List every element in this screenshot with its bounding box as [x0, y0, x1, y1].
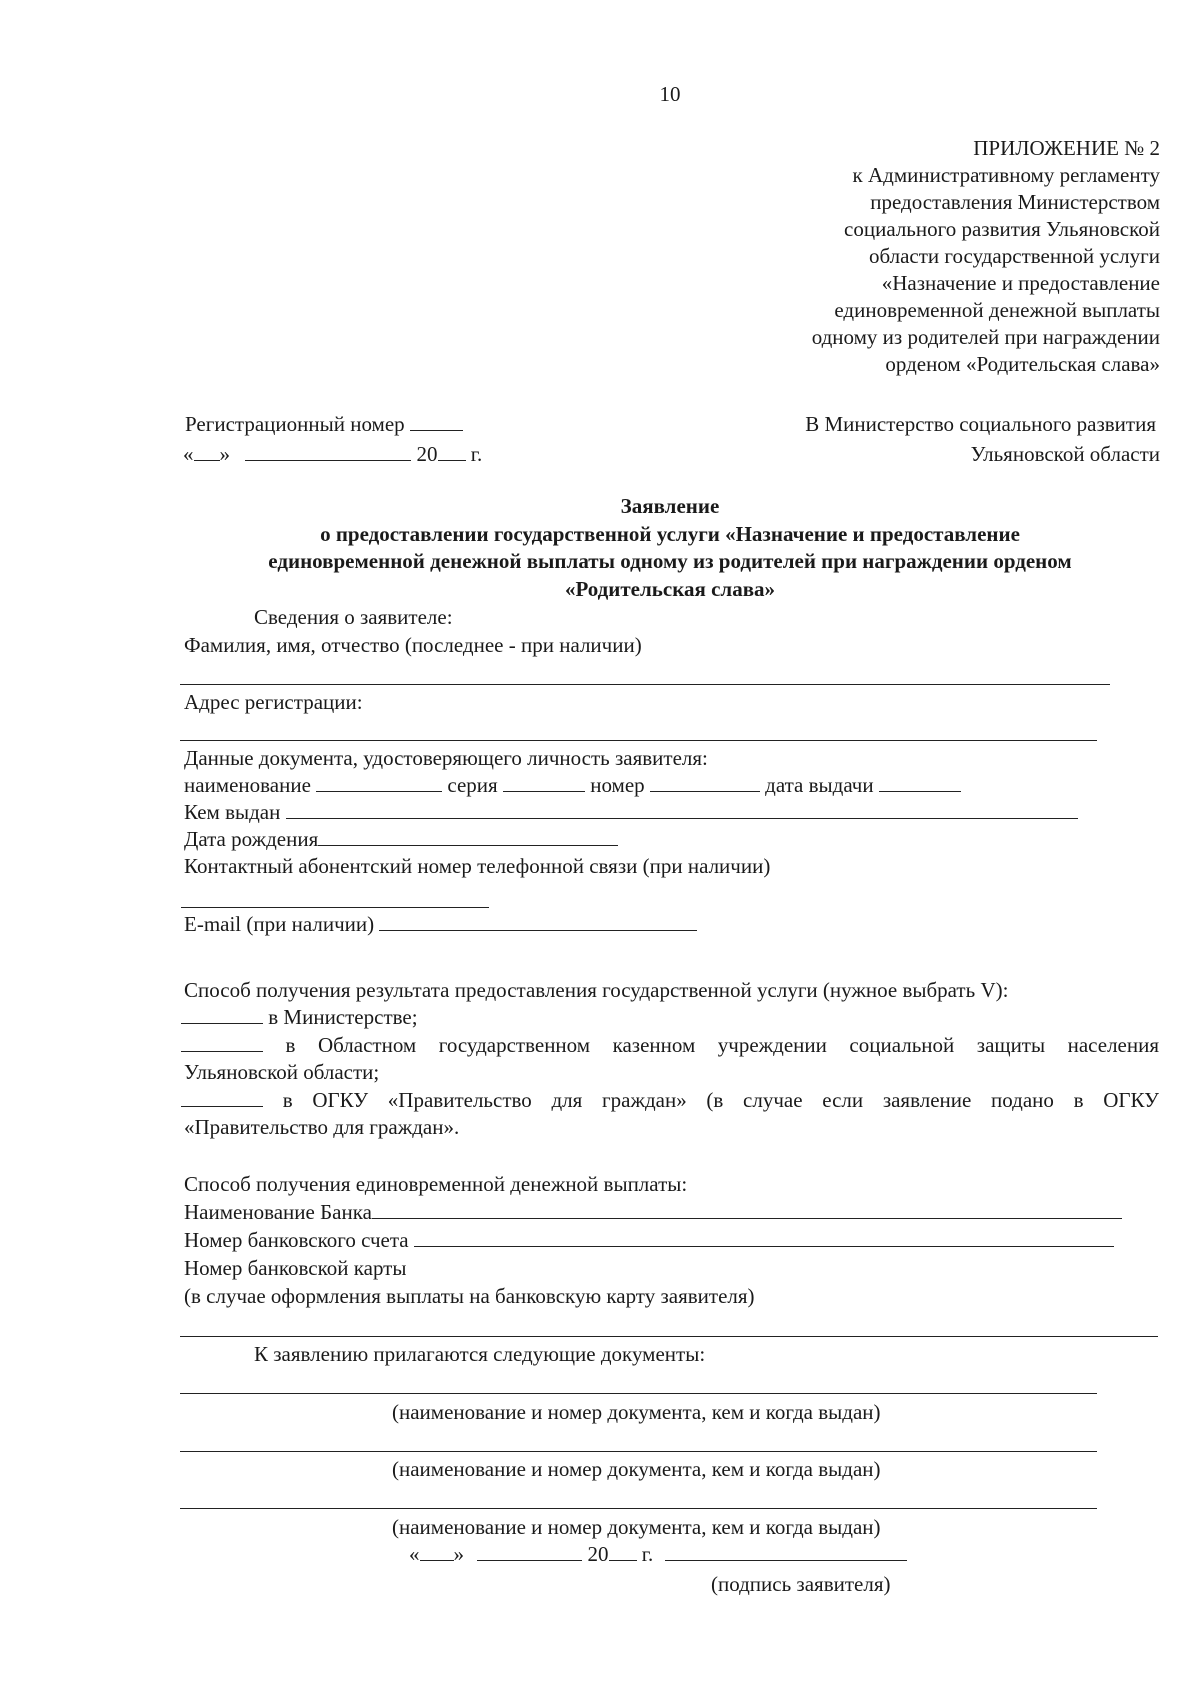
result-option-ogku-social-cont: Ульяновской области; [184, 1060, 380, 1084]
result-option-ogku-social-label: в Областном государственном казенном учреждении социальной защиты населения [285, 1033, 1160, 1057]
registration-date [183, 440, 482, 468]
phone-label: Контактный абонентский номер телефонной связи (при наличии) [184, 854, 771, 878]
email-field[interactable] [379, 912, 697, 931]
email-label: E-mail (при наличии) [184, 912, 375, 936]
account-row [184, 1226, 1114, 1254]
appendix-line: предоставления Министерством [870, 190, 1160, 214]
phone-field[interactable] [181, 907, 489, 908]
bank-name-row [184, 1198, 1122, 1226]
heading-line: «Родительская слава» [564, 577, 776, 601]
year-suffix: г. [470, 442, 483, 466]
date-open-quote: « [183, 442, 194, 466]
sig-date-close-quote: » [453, 1542, 464, 1566]
signature-row [409, 1540, 907, 1568]
registration-number-label: Регистрационный номер [185, 412, 405, 436]
issued-by-field[interactable] [286, 800, 1078, 819]
id-doc-label: Данные документа, удостоверяющего личность заявителя: [184, 746, 708, 770]
payment-label: Способ получения единовременной денежной выплаты: [184, 1172, 688, 1196]
year-prefix: 20 [416, 442, 438, 466]
result-option-gov-citizens-label: в ОГКУ «Правительство для граждан» (в случае если заявление подано в ОГКУ [282, 1088, 1160, 1112]
result-option-gov-citizens [181, 1086, 1159, 1114]
result-option-gov-citizens-checkbox[interactable] [181, 1088, 263, 1107]
issued-by-row [184, 798, 1078, 826]
registration-number [185, 410, 463, 438]
doc-number-label: номер [590, 773, 645, 797]
card-note: (в случае оформления выплаты на банковскую карту заявителя) [184, 1284, 755, 1308]
doc-name-label: наименование [184, 773, 311, 797]
sig-year-field[interactable] [609, 1542, 637, 1561]
appendix-line: «Назначение и предоставление [881, 271, 1160, 295]
date-close-quote: » [219, 442, 230, 466]
page-number: 10 [659, 82, 681, 106]
bank-name-label: Наименование Банка [184, 1200, 372, 1224]
result-option-ministry-checkbox[interactable] [181, 1005, 263, 1024]
appendix-title: ПРИЛОЖЕНИЕ № 2 [973, 136, 1160, 160]
heading-line: единовременной денежной выплаты одному из родителей при награждении орденом [268, 549, 1072, 573]
doc-series-field[interactable] [503, 773, 585, 792]
attachment-field-3[interactable] [180, 1508, 1097, 1509]
heading-line: о предоставлении государственной услуги «Назначение и предоставление [320, 522, 1020, 546]
result-option-ministry-label: в Министерстве; [268, 1005, 418, 1029]
addressee-line2: Ульяновской области [970, 442, 1160, 466]
attachment-field-2[interactable] [180, 1451, 1097, 1452]
doc-issue-date-label: дата выдачи [765, 773, 874, 797]
result-option-gov-citizens-cont: «Правительство для граждан». [184, 1115, 460, 1139]
attachment-field-1[interactable] [180, 1393, 1097, 1394]
birth-date-label: Дата рождения [184, 827, 319, 851]
signature-caption: (подпись заявителя) [711, 1572, 891, 1596]
heading-title: Заявление [620, 494, 720, 518]
doc-series-label: серия [447, 773, 498, 797]
attachment-caption-1: (наименование и номер документа, кем и когда выдан) [392, 1400, 881, 1424]
result-option-ogku-social [181, 1031, 1159, 1059]
card-label: Номер банковской карты [184, 1256, 407, 1280]
registration-number-field[interactable] [410, 412, 463, 431]
birth-date-row [184, 825, 618, 853]
sig-date-open-quote: « [409, 1542, 420, 1566]
doc-number-field[interactable] [650, 773, 760, 792]
result-option-ministry [181, 1003, 418, 1031]
appendix-line: орденом «Родительская слава» [885, 352, 1160, 376]
sig-day-field[interactable] [420, 1542, 454, 1561]
id-doc-row [184, 771, 961, 799]
registration-year-field[interactable] [438, 442, 466, 461]
attachment-caption-2: (наименование и номер документа, кем и когда выдан) [392, 1457, 881, 1481]
applicant-section-label: Сведения о заявителе: [254, 605, 453, 629]
appendix-line: одному из родителей при награждении [811, 325, 1160, 349]
appendix-line: единовременной денежной выплаты [834, 298, 1160, 322]
card-field[interactable] [180, 1336, 1158, 1337]
birth-date-field[interactable] [318, 827, 618, 846]
sig-year-suffix: г. [641, 1542, 654, 1566]
registration-day-field[interactable] [194, 442, 220, 461]
address-label: Адрес регистрации: [184, 690, 363, 714]
result-option-ogku-social-checkbox[interactable] [181, 1033, 263, 1052]
appendix-line: к Административному регламенту [852, 163, 1160, 187]
address-field[interactable] [180, 740, 1097, 741]
fio-field[interactable] [180, 684, 1110, 685]
account-label: Номер банковского счета [184, 1228, 409, 1252]
bank-name-field[interactable] [372, 1200, 1122, 1219]
account-field[interactable] [414, 1228, 1114, 1247]
doc-issue-date-field[interactable] [879, 773, 961, 792]
attachments-label: К заявлению прилагаются следующие документы: [254, 1342, 706, 1366]
doc-name-field[interactable] [316, 773, 442, 792]
signature-field[interactable] [665, 1542, 907, 1561]
attachment-caption-3: (наименование и номер документа, кем и когда выдан) [392, 1515, 881, 1539]
addressee-line1: В Министерство социального развития [805, 412, 1156, 436]
appendix-line: социального развития Ульяновской [844, 217, 1160, 241]
registration-month-field[interactable] [245, 442, 411, 461]
issued-by-label: Кем выдан [184, 800, 281, 824]
fio-label: Фамилия, имя, отчество (последнее - при наличии) [184, 633, 642, 657]
sig-month-field[interactable] [477, 1542, 582, 1561]
sig-year-prefix: 20 [587, 1542, 609, 1566]
email-row [184, 910, 697, 938]
result-method-label: Способ получения результата предоставления государственной услуги (нужное выбрать V): [184, 978, 1009, 1002]
appendix-line: области государственной услуги [868, 244, 1160, 268]
